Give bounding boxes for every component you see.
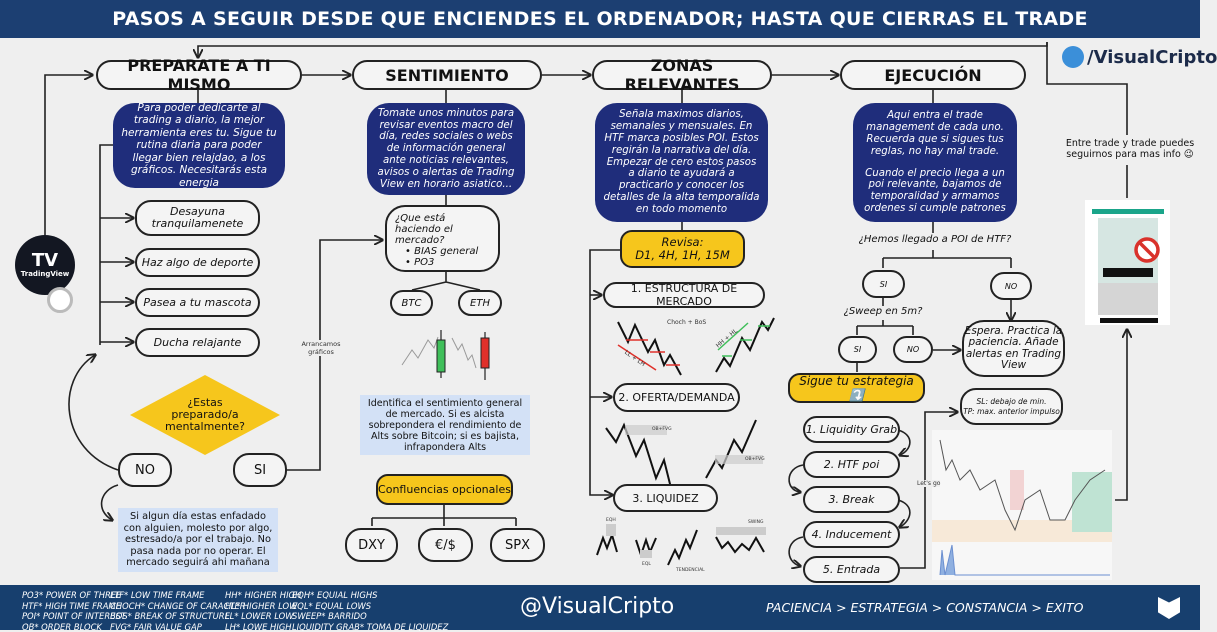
bull-bear-candles-illustration bbox=[402, 330, 489, 380]
step-header-ejecucion: EJECUCIÓN bbox=[840, 60, 1026, 90]
trade-chart-screenshot bbox=[932, 430, 1112, 580]
strategy-step: 2. HTF poi bbox=[803, 451, 900, 478]
sl-tp-box: SL: debajo de min. TP: max. anterior impulso bbox=[960, 388, 1063, 425]
start-label: Arrancamos gráficos bbox=[298, 340, 344, 356]
sweep-no: NO bbox=[893, 336, 933, 363]
poi-si: SI bbox=[862, 270, 905, 298]
timeframes-box: Revisa: D1, 4H, 1H, 15M bbox=[620, 230, 745, 268]
strategy-step: 4. Inducement bbox=[803, 521, 900, 548]
step-header-sentimiento: SENTIMIENTO bbox=[352, 60, 542, 90]
chart-label: EQH bbox=[606, 518, 616, 523]
glossary-col: HH* HIGHER HIGH HL* HIGHER LOW LL* LOWER LOW LH* LOWE HIGH bbox=[225, 590, 302, 632]
footer-handle: @VisualCripto bbox=[520, 594, 675, 619]
routine-item: Haz algo de deporte bbox=[135, 248, 260, 277]
step-header-zonas: ZONAS RELEVANTES bbox=[592, 60, 772, 90]
zone-step: 3. LIQUIDEZ bbox=[613, 484, 718, 512]
strategy-box: Sigue tu estrategia ⤵️ bbox=[788, 373, 925, 403]
routine-item: Ducha relajante bbox=[135, 328, 260, 357]
clock-icon bbox=[47, 287, 73, 313]
follow-note: Entre trade y trade puedes seguirnos para mas info 😉 bbox=[1065, 138, 1195, 160]
strategy-step: 1. Liquidity Grab bbox=[803, 416, 900, 443]
trade-position-widget bbox=[1085, 200, 1170, 325]
tradingview-logo: TV TradingView bbox=[15, 235, 75, 295]
wait-box: Espera. Practica la paciencia. Añade alertas en Trading View bbox=[962, 320, 1065, 377]
confluence-spx: SPX bbox=[490, 528, 545, 562]
confluence-eurusd: €/$ bbox=[418, 528, 473, 562]
zonas-intro: Señala maximos diarios, semanales y mensuales. En HTF marca posibles POI. Estos regirán la narrativa del día. Empezar de cero estos pasos a diario te ayudará a practicarlo y conocer los detalles de la alta temporalida en todo momento bbox=[595, 103, 768, 222]
chart-label: OB+FVG bbox=[745, 457, 765, 462]
poi-no: NO bbox=[990, 272, 1032, 300]
chart-label: OB+FVG bbox=[652, 427, 672, 432]
zone-step: 2. OFERTA/DEMANDA bbox=[613, 383, 740, 412]
chart-label: EQL bbox=[642, 562, 651, 567]
glossary-col: EQH* EQUIAL HIGHS EQL* EQUAL LOWS SWEEP* BARRIDO LIQUIDITY GRAB* TOMA DE LIQUIDEZ bbox=[292, 590, 449, 632]
chart-label: TENDENCIAL bbox=[676, 568, 705, 573]
glossary-col: LTF* LOW TIME FRAME CHOCH* CHANGE OF CARACTER BOS* BREAK OF STRUCTURE FVG* FAIR VALUE GAP bbox=[110, 590, 246, 632]
chart-label: SWING bbox=[748, 520, 764, 525]
no-note: Si algun día estas enfadado con alguien, molesto por algo, estresado/a por el trabajo. No pasa nada por no operar. El mercado seguirá ahi mañana bbox=[118, 508, 278, 572]
confluences-box: Confluencias opcionales bbox=[376, 474, 513, 505]
chart-label: LL + LH bbox=[623, 348, 647, 369]
sweep-question: ¿Sweep en 5m? bbox=[840, 306, 926, 317]
preparate-intro: Para poder dedicarte al trading a diario, la mejor herramienta eres tu. Sigue tu rutina diaria para poder llegar bien relajdao, a los gráficos. Necesitarás esta energia bbox=[113, 103, 285, 188]
poi-question: ¿Hemos llegado a POI de HTF? bbox=[850, 234, 1020, 245]
sweep-si: SI bbox=[838, 336, 877, 363]
routine-item: Pasea a tu mascota bbox=[135, 288, 260, 317]
asset-eth: ETH bbox=[458, 290, 502, 316]
twitter-bird-icon bbox=[1062, 46, 1084, 68]
sentiment-note: Identifica el sentimiento general de mercado. Si es alcista sobrepondera el rendimiento de Alts sobre Bitcoin; si es bajista, infrapondera Alts bbox=[360, 395, 530, 455]
chart-label: Choch + BoS bbox=[667, 319, 707, 326]
market-question: ¿Que está haciendo el mercado? • BIAS general • PO3 bbox=[385, 205, 500, 272]
footer-motto: PACIENCIA > ESTRATEGIA > CONSTANCIA > EXITO bbox=[766, 600, 1084, 615]
asset-btc: BTC bbox=[390, 290, 433, 316]
ejecucion-intro: Aqui entra el trade management de cada uno. Recuerda que si sigues tus reglas, no hay mal trade. Cuando el precio llega a un poi relevante, bajamos de temporalidad y armamos ordenes si cumple patrones bbox=[853, 103, 1017, 222]
glossary-col: PO3* POWER OF THREE HTF* HIGH TIME FRAME POI* POINT OF INTEREST OB* ORDER BLOCK bbox=[22, 590, 126, 632]
answer-si: SI bbox=[233, 453, 287, 487]
decision-question: ¿Estas preparado/a mentalmente? bbox=[165, 396, 245, 433]
strategy-step: 5. Entrada bbox=[803, 556, 900, 583]
strategy-step: 3. Break bbox=[803, 486, 900, 513]
sentimiento-intro: Tomate unos minutos para revisar eventos macro del día, redes sociales o webs de información general ante noticias relevantes, avisos o alertas de Trading View en horario asiatico... bbox=[367, 103, 525, 195]
footer bbox=[0, 585, 1200, 630]
go-label: Let's go bbox=[917, 480, 941, 487]
answer-no: NO bbox=[118, 453, 172, 487]
chart-label: HH + HL bbox=[714, 327, 739, 350]
routine-item: Desayuna tranquilamenete bbox=[135, 200, 260, 236]
page-title: PASOS A SEGUIR DESDE QUE ENCIENDES EL ORDENADOR; HASTA QUE CIERRAS EL TRADE bbox=[0, 0, 1200, 38]
confluence-dxy: DXY bbox=[345, 528, 398, 562]
twitter-handle[interactable]: /VisualCripto bbox=[1062, 46, 1217, 68]
visualcripto-logo-icon bbox=[1158, 597, 1180, 619]
zone-step: 1. ESTRUCTURA DE MERCADO bbox=[603, 282, 765, 308]
step-header-preparate: PREPARATE A TI MISMO bbox=[96, 60, 302, 90]
